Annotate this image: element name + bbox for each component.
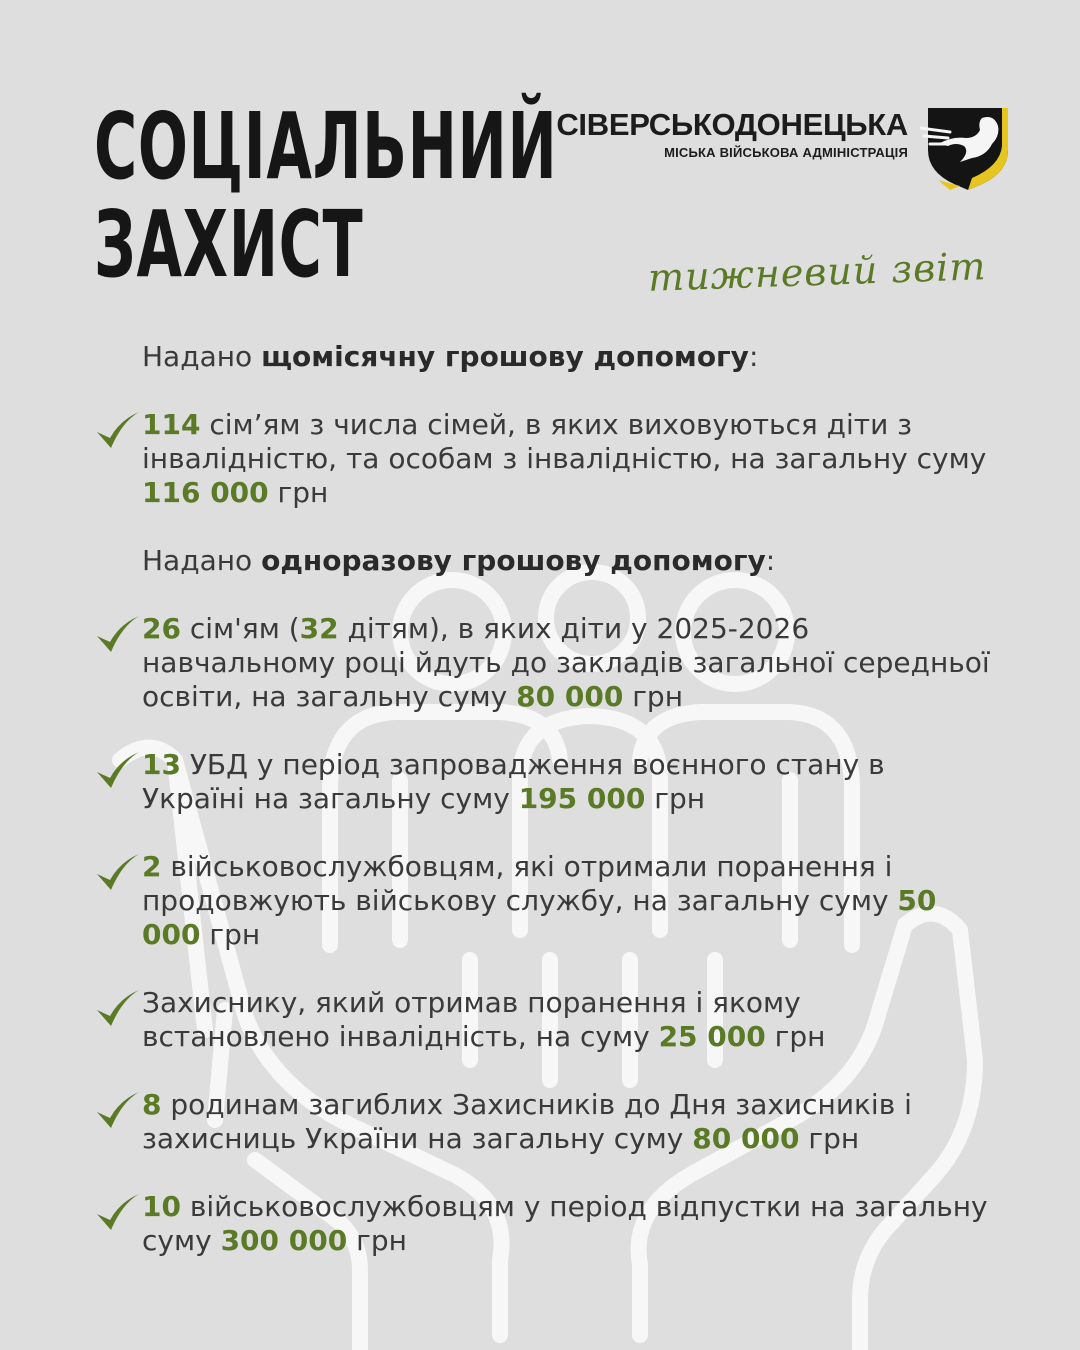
city-crest-icon <box>920 106 1012 190</box>
check-icon <box>94 986 140 1032</box>
list-item: 2 військовослужбовцям, які отримали поранення і продовжують військову службу, на загальну суму 50 000 грн <box>94 850 994 952</box>
organization-name: СІВЕРСЬКОДОНЕЦЬКА <box>556 107 908 142</box>
title-line-2: ЗАХИСТ <box>94 191 364 298</box>
check-icon <box>94 1190 140 1236</box>
check-icon <box>94 1088 140 1134</box>
list-item: Захиснику, який отримав поранення і якому встановлено інвалідність, на суму 25 000 грн <box>94 986 994 1054</box>
check-icon <box>94 748 140 794</box>
list-item: 8 родинам загиблих Захисників до Дня захисників і захисниць України на загальну суму 80 000 грн <box>94 1088 994 1156</box>
list-item: 114 сім’ям з числа сімей, в яких виховуються діти з інвалідністю, та особам з інвалідністю, на загальну суму 116 000 грн <box>94 408 994 510</box>
list-item: 10 військовослужбовцям у період відпустки на загальну суму 300 000 грн <box>94 1190 994 1258</box>
organization-block <box>552 108 908 162</box>
weekly-report-label: тижневий звіт <box>647 244 988 300</box>
one-time-aid-heading: Надано одноразову грошову допомогу: <box>142 544 776 577</box>
list-item: 13 УБД у період запровадження воєнного стану в Україні на загальну суму 195 000 грн <box>94 748 994 816</box>
monthly-aid-heading: Надано щомісячну грошову допомогу: <box>142 340 759 373</box>
check-icon <box>94 850 140 896</box>
title-line-1: СОЦІАЛЬНИЙ <box>94 93 558 200</box>
list-item: 26 сім'ям (32 дітям), в яких діти у 2025-2026 навчальному році йдуть до закладів загальної середньої освіти, на загальну суму 80 000 грн <box>94 612 994 714</box>
page-title <box>94 93 558 298</box>
organization-subtitle: МІСЬКА ВІЙСЬКОВА АДМІНІСТРАЦІЯ <box>664 145 908 160</box>
check-icon <box>94 612 140 658</box>
check-icon <box>94 408 140 454</box>
report-content <box>94 340 994 1258</box>
